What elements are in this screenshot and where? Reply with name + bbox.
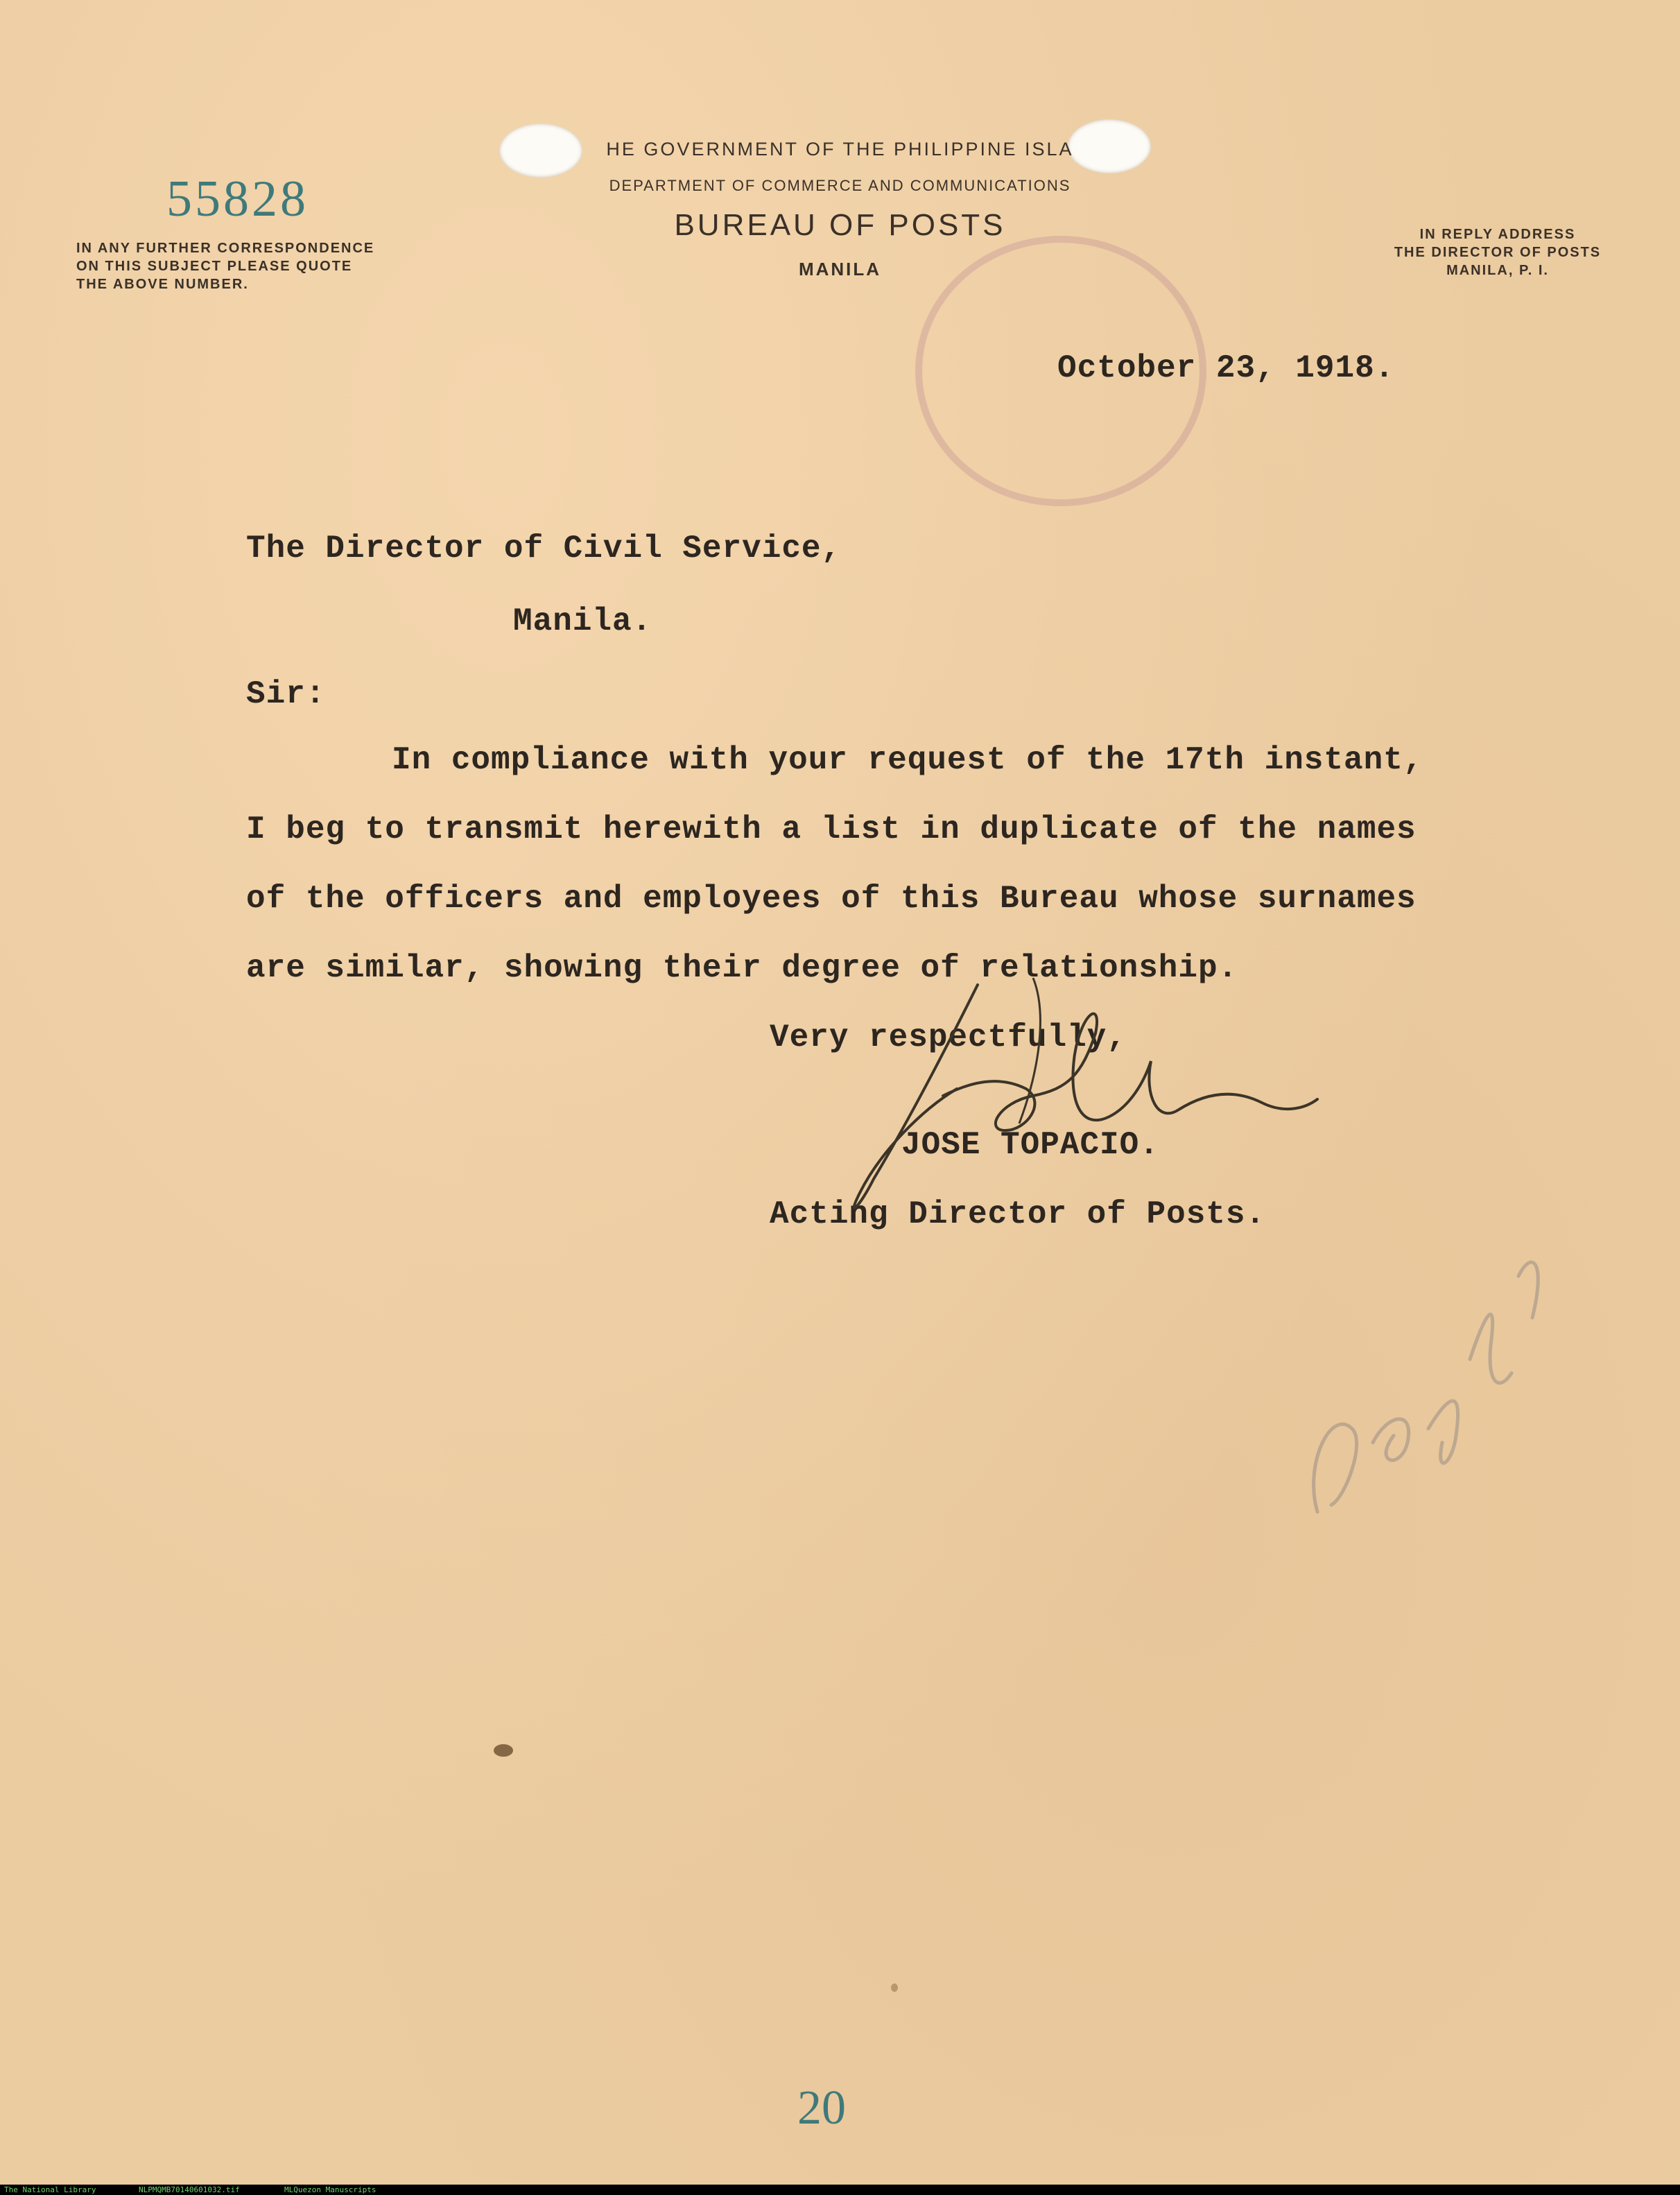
letter-date: October 23, 1918. — [1057, 350, 1395, 386]
signer-name: JOSE TOPACIO. — [901, 1127, 1159, 1163]
letterhead-city: MANILA — [798, 259, 882, 279]
letterhead-government: HE GOVERNMENT OF THE PHILIPPINE ISLA — [606, 139, 1074, 160]
archive-footer-bar — [0, 2185, 1680, 2195]
footer-library: The National Library — [4, 2185, 96, 2194]
body-line-1: In compliance with your request of the 17th instant, — [392, 742, 1423, 778]
addressee: The Director of Civil Service, — [246, 531, 842, 567]
salutation: Sir: — [246, 676, 326, 712]
body-line-4: are similar, showing their degree of relationship. — [246, 950, 1238, 986]
page-number-stamp: 20 — [797, 2081, 846, 2135]
reply-note-line-2: THE DIRECTOR OF POSTS — [1394, 245, 1602, 260]
correspondence-note-line-1: IN ANY FURTHER CORRESPONDENCE — [76, 241, 375, 256]
signer-title: Acting Director of Posts. — [770, 1196, 1266, 1232]
closing: Very respectfully, — [770, 1019, 1127, 1056]
reply-note-line-3: MANILA, P. I. — [1446, 263, 1549, 278]
body-line-3: of the officers and employees of this Bureau whose surnames — [246, 881, 1417, 917]
addressee-city: Manila. — [513, 603, 652, 639]
reference-number-stamp: 55828 — [166, 171, 309, 227]
paper-spot — [891, 1983, 898, 1992]
handwritten-signature — [818, 971, 1345, 1234]
correspondence-note-line-2: ON THIS SUBJECT PLEASE QUOTE — [76, 259, 353, 274]
ink-stain — [494, 1744, 513, 1757]
reply-note-line-1: IN REPLY ADDRESS — [1419, 227, 1576, 242]
reply-address-note — [1373, 225, 1622, 279]
footer-filename: NLPMQMB70140601032.tif — [139, 2185, 240, 2194]
footer-collection: MLQuezon Manuscripts — [284, 2185, 376, 2194]
correspondence-note-line-3: THE ABOVE NUMBER. — [76, 277, 249, 292]
body-line-2: I beg to transmit herewith a list in duplicate of the names — [246, 811, 1417, 847]
letterhead-bureau: BUREAU OF POSTS — [674, 208, 1006, 242]
pencil-annotation — [1290, 1234, 1609, 1553]
letterhead-department: DEPARTMENT OF COMMERCE AND COMMUNICATIONS — [609, 177, 1071, 194]
